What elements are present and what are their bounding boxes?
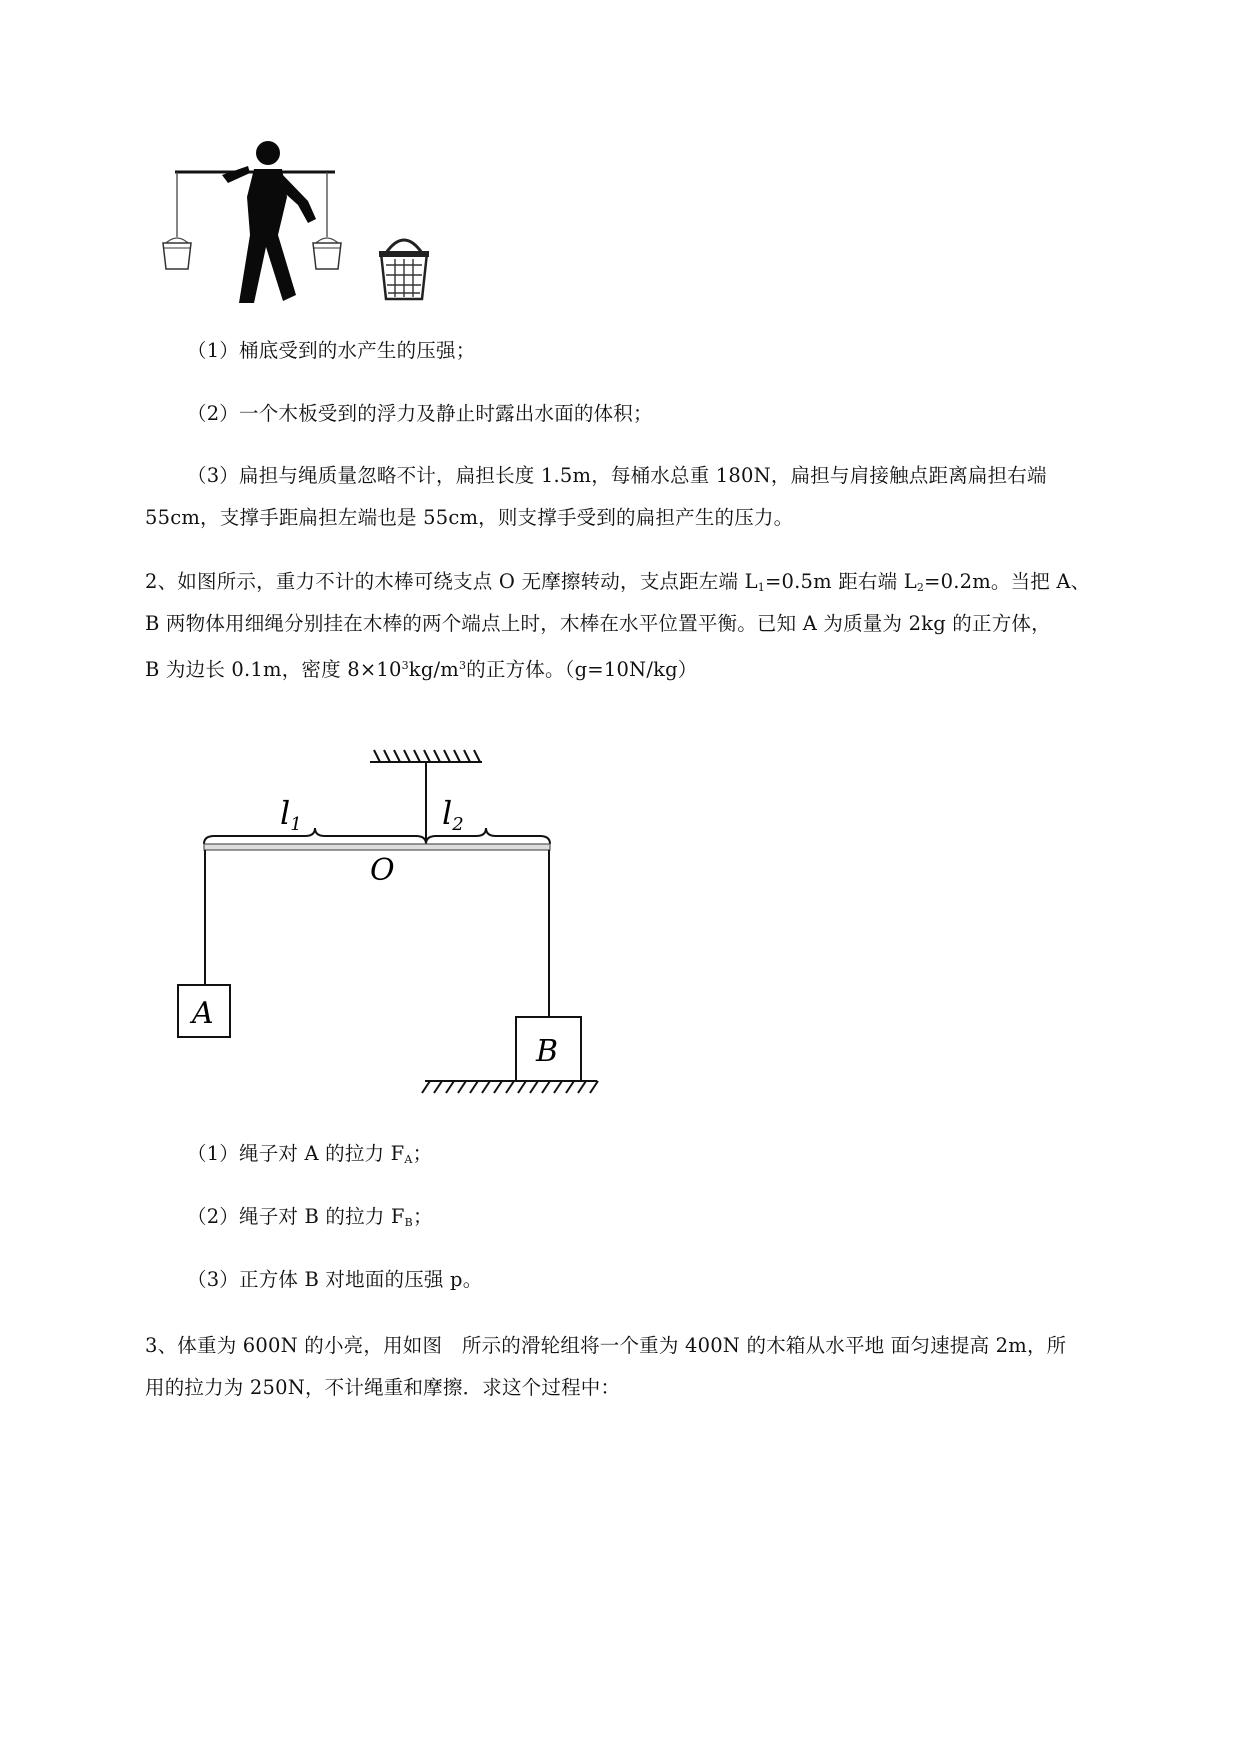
q2-item-2: （2）绳子对 B 的拉力 $F_B$； [187, 1205, 433, 1229]
pivot-label: O [370, 853, 395, 888]
l2-label: l2 [442, 794, 464, 835]
l1-brace [204, 828, 426, 844]
q1-item-1: （1）桶底受到的水产生的压强； [187, 339, 476, 362]
carrying-pole-figure [150, 135, 450, 310]
right-bucket-icon [313, 238, 341, 269]
block-b-label: B [536, 1034, 559, 1069]
q3-line1: 3、体重为 600N 的小亮，用如图 所示的滑轮组将一个重为 400N 的木箱从水平地 面匀速提高 2m，所 [145, 1334, 1067, 1357]
q3-line2: 用的拉力为 250N，不计绳重和摩擦．求这个过程中： [145, 1376, 621, 1399]
block-a-label: A [192, 996, 214, 1031]
l1-label: l1 [280, 794, 302, 835]
q2-line2: B 两物体用细绳分别挂在木棒的两个端点上时，木棒在水平位置平衡。已知 A 为质量为 2kg 的正方体， [145, 612, 1051, 635]
left-bucket-icon [163, 238, 191, 269]
person-silhouette-icon [222, 141, 316, 303]
q2-line1: 2、如图所示，重力不计的木棒可绕支点 O 无摩擦转动，支点距左端 $L_1=0.5m$ 距右端 $L_2=0.2m$。当把 A、 [145, 570, 1091, 594]
basket-icon [379, 240, 429, 299]
q1-item-3-line2: 55cm，支撑手距扁担左端也是 55cm，则支撑手受到的扁担产生的压力。 [145, 506, 794, 529]
ceiling-support [370, 750, 482, 762]
q2-line3: B 为边长 0.1m，密度 $8\times 10^3kg/m^3$的正方体。（g=10N/kg） [145, 658, 698, 681]
q2-item-3: （3）正方体 B 对地面的压强 p。 [187, 1268, 483, 1291]
lever-bar [204, 844, 550, 850]
lever-diagram [160, 740, 680, 1110]
ground [422, 1081, 598, 1093]
q2-item-1: （1）绳子对 A 的拉力 $F_A$； [187, 1142, 433, 1166]
q1-item-2: （2）一个木板受到的浮力及静止时露出水面的体积； [187, 402, 653, 425]
q1-item-3-line1: （3）扁担与绳质量忽略不计，扁担长度 1.5m，每桶水总重 180N，扁担与肩接触点距离扁担右端 [187, 464, 1047, 487]
